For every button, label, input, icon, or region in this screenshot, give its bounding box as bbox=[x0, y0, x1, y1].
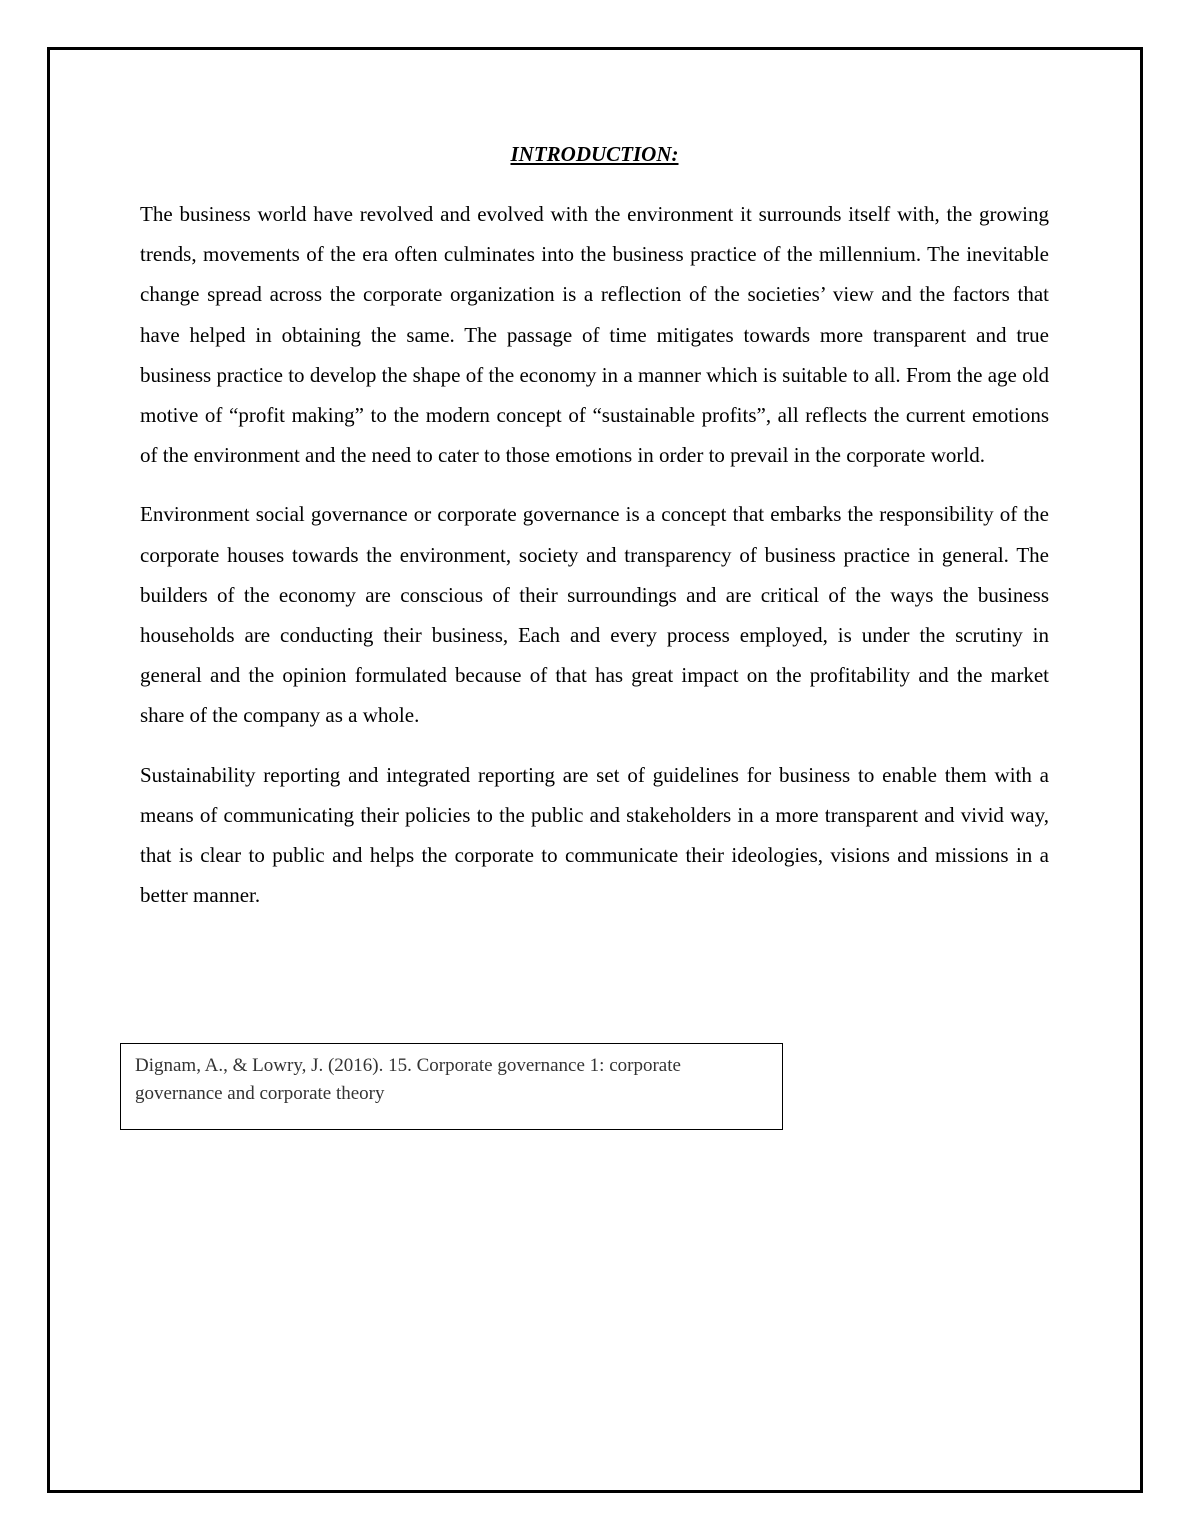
document-body bbox=[140, 194, 1049, 934]
paragraph-2: Environment social governance or corporate governance is a concept that embarks the responsibility of the corporate houses towards the environment, society and transparency of business practice in general. The builders of the economy are conscious of their surroundings and are critical of the ways the business households are conducting their business, Each and every process employed, is under the scrutiny in general and the opinion formulated because of that has great impact on the profitability and the market share of the company as a whole. bbox=[140, 502, 1049, 728]
reference-comment-box: Dignam, A., & Lowry, J. (2016). 15. Corporate governance 1: corporate governance and corporate theory bbox=[120, 1043, 783, 1130]
paragraph-1: The business world have revolved and evolved with the environment it surrounds itself with, the growing trends, movements of the era often culminates into the business practice of the millennium. The inevitable change spread across the corporate organization is a reflection of the societies’ view and the factors that have helped in obtaining the same. The passage of time mitigates towards more transparent and true business practice to develop the shape of the economy in a manner which is suitable to all. From the age old motive of “profit making” to the modern concept of “sustainable profits”, all reflects the current emotions of the environment and the need to cater to those emotions in order to prevail in the corporate world. bbox=[140, 202, 1049, 468]
paragraph-3: Sustainability reporting and integrated reporting are set of guidelines for business to enable them with a means of communicating their policies to the public and stakeholders in a more transparent and vivid way, that is clear to public and helps the corporate to communicate their ideologies, visions and missions in a better manner. bbox=[140, 762, 1049, 908]
page-title: INTRODUCTION: bbox=[510, 142, 679, 166]
